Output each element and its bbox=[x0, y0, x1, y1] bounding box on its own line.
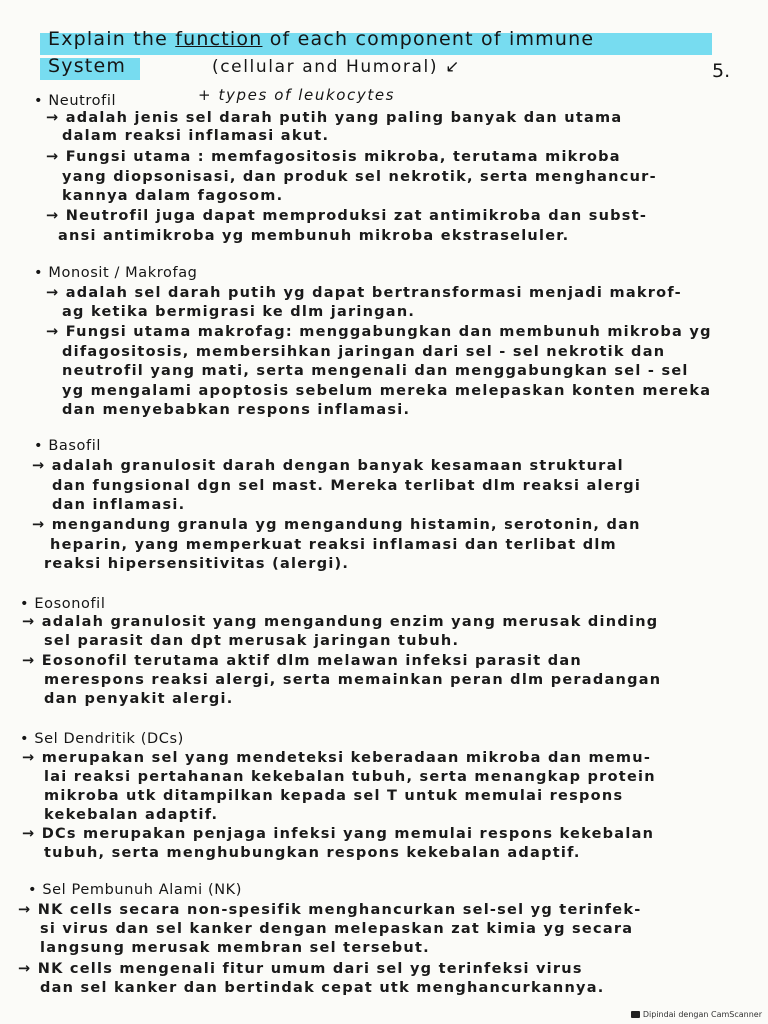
section-line: → NK cells secara non-spesifik menghancurkan sel-sel yg terinfek- bbox=[18, 902, 642, 918]
arrow-icon: ↙ bbox=[445, 57, 461, 77]
section-heading-nk: • Sel Pembunuh Alami (NK) bbox=[28, 882, 243, 898]
section-line: ansi antimikroba yg membunuh mikroba ekstraseluler. bbox=[58, 228, 570, 244]
section-line: heparin, yang memperkuat reaksi inflamasi dan terlibat dlm bbox=[50, 537, 617, 553]
scanner-watermark bbox=[631, 1010, 762, 1019]
section-line: dan sel kanker dan bertindak cepat utk menghancurkannya. bbox=[40, 980, 605, 996]
section-line: lai reaksi pertahanan kekebalan tubuh, serta menangkap protein bbox=[44, 769, 656, 785]
section-line: → Neutrofil juga dapat memproduksi zat antimikroba dan subst- bbox=[46, 208, 648, 224]
scanner-label: Dipindai dengan CamScanner bbox=[642, 1010, 762, 1019]
section-line: → Fungsi utama : memfagositosis mikroba, terutama mikroba bbox=[46, 149, 621, 165]
section-line: neutrofil yang mati, serta mengenali dan menggabungkan sel - sel bbox=[62, 363, 689, 379]
side-note: + types of leukocytes bbox=[198, 86, 396, 104]
section-heading-dendritik: • Sel Dendritik (DCs) bbox=[20, 731, 184, 747]
section-line: langsung merusak membran sel tersebut. bbox=[40, 940, 430, 956]
section-line: kekebalan adaptif. bbox=[44, 807, 219, 823]
section-line: yang diopsonisasi, dan produk sel nekrotik, serta menghancur- bbox=[62, 169, 657, 185]
section-heading-monosit: • Monosit / Makrofag bbox=[34, 265, 198, 281]
page-subtitle bbox=[212, 57, 461, 77]
section-line: → mengandung granula yg mengandung histamin, serotonin, dan bbox=[32, 517, 641, 533]
section-line: → adalah sel darah putih yg dapat bertransformasi menjadi makrof- bbox=[46, 285, 682, 301]
section-line: → Fungsi utama makrofag: menggabungkan dan membunuh mikroba yg bbox=[46, 324, 712, 340]
page-title bbox=[48, 28, 594, 50]
title-part-1: Explain the bbox=[48, 28, 168, 50]
title-part-2: function bbox=[175, 28, 263, 50]
section-line: → adalah granulosit yang mengandung enzim yang merusak dinding bbox=[22, 614, 659, 630]
section-line: → NK cells mengenali fitur umum dari sel yg terinfeksi virus bbox=[18, 961, 583, 977]
section-line: → adalah jenis sel darah putih yang paling banyak dan utama bbox=[46, 110, 623, 126]
section-line: ag ketika bermigrasi ke dlm jaringan. bbox=[62, 304, 416, 320]
title-line-2: System bbox=[48, 55, 127, 77]
section-line: reaksi hipersensitivitas (alergi). bbox=[44, 556, 350, 572]
section-line: difagositosis, membersihkan jaringan dari sel - sel nekrotik dan bbox=[62, 344, 666, 360]
section-line: yg mengalami apoptosis sebelum mereka melepaskan konten mereka bbox=[62, 383, 712, 399]
section-line: merespons reaksi alergi, serta memainkan peran dlm peradangan bbox=[44, 672, 662, 688]
section-line: → adalah granulosit darah dengan banyak kesamaan struktural bbox=[32, 458, 624, 474]
section-line: → merupakan sel yang mendeteksi keberadaan mikroba dan memu- bbox=[22, 750, 652, 766]
section-line: si virus dan sel kanker dengan melepaskan zat kimia yg secara bbox=[40, 921, 634, 937]
section-heading-basofil: • Basofil bbox=[34, 438, 101, 454]
section-line: dan penyakit alergi. bbox=[44, 691, 234, 707]
section-line: mikroba utk ditampilkan kepada sel T untuk memulai respons bbox=[44, 788, 624, 804]
section-line: kannya dalam fagosom. bbox=[62, 188, 284, 204]
section-line: → DCs merupakan penjaga infeksi yang memulai respons kekebalan bbox=[22, 826, 655, 842]
section-heading-eosonofil: • Eosonofil bbox=[20, 596, 106, 612]
camscanner-icon bbox=[631, 1011, 640, 1018]
section-line: dan menyebabkan respons inflamasi. bbox=[62, 402, 411, 418]
section-line: → Eosonofil terutama aktif dlm melawan infeksi parasit dan bbox=[22, 653, 582, 669]
section-line: sel parasit dan dpt merusak jaringan tubuh. bbox=[44, 633, 460, 649]
section-line: dan fungsional dgn sel mast. Mereka terlibat dlm reaksi alergi bbox=[52, 478, 642, 494]
title-part-3: of each component of immune bbox=[269, 28, 595, 50]
subtitle-text: (cellular and Humoral) bbox=[212, 57, 439, 77]
section-heading-neutrofil: • Neutrofil bbox=[34, 93, 117, 109]
page-number: 5. bbox=[712, 60, 731, 82]
section-line: dan inflamasi. bbox=[52, 497, 186, 513]
section-line: tubuh, serta menghubungkan respons kekebalan adaptif. bbox=[44, 845, 581, 861]
section-line: dalam reaksi inflamasi akut. bbox=[62, 128, 330, 144]
